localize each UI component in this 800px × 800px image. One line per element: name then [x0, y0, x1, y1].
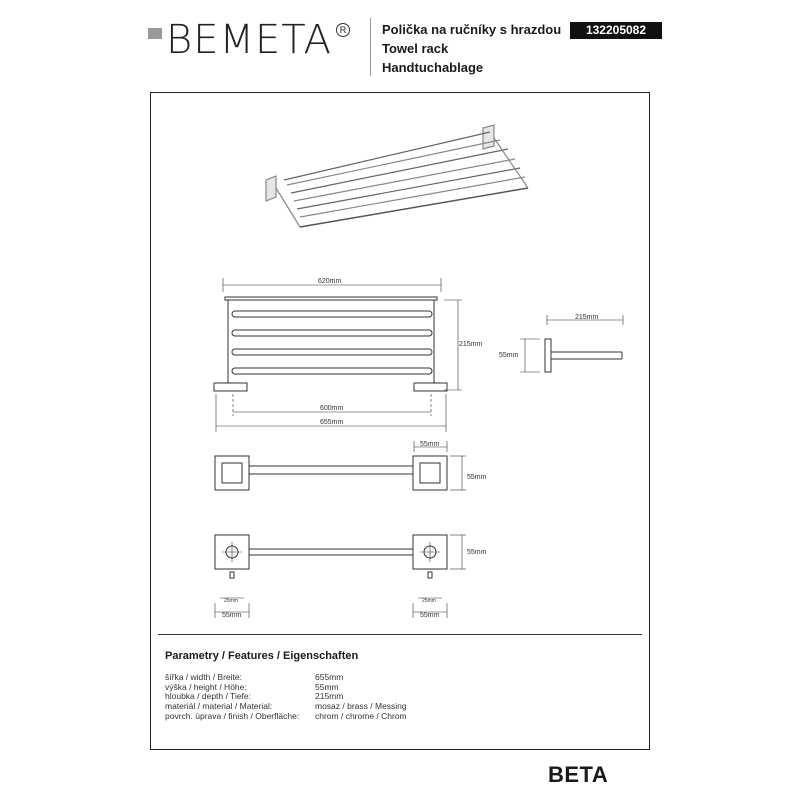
dim-620: 620mm: [318, 278, 342, 285]
product-photo: [266, 125, 528, 227]
dim-215-height: 215mm: [459, 341, 483, 348]
dim-55-right: 55mm: [467, 474, 487, 481]
dim-55-left: 55mm: [222, 612, 242, 619]
spec-title: Parametry / Features / Eigenschaften: [165, 650, 359, 662]
dim-215-side: 215mm: [575, 314, 599, 321]
spec-key: materiál / material / Material:: [165, 701, 273, 712]
spec-key: hloubka / depth / Tiefe:: [165, 691, 252, 702]
spec-value: chrom / chrome / Chrom: [315, 710, 407, 721]
dim-55-top: 55mm: [420, 441, 440, 448]
dim-55-right-bottom: 55mm: [420, 612, 440, 619]
dim-25-left: 25mm: [224, 598, 238, 604]
dim-600: 600mm: [320, 405, 344, 412]
spec-key: šířka / width / Breite:: [165, 672, 242, 682]
product-name: BETA: [548, 762, 609, 787]
spec-table: [165, 673, 407, 722]
spec-value: 215mm: [315, 691, 344, 702]
title-de: Handtuchablage: [382, 60, 484, 75]
spec-value: mosaz / brass / Messing: [315, 701, 407, 712]
spec-value: 655mm: [315, 672, 344, 682]
title-cz: Polička na ručníky s hrazdou: [382, 22, 562, 37]
dim-655: 655mm: [320, 419, 344, 426]
top-view: [215, 441, 466, 490]
dim-25-right: 25mm: [422, 598, 436, 604]
spec-row: [165, 712, 407, 722]
spec-key: výška / height / Höhe:: [165, 681, 247, 692]
product-code: 132205082: [570, 22, 662, 39]
spec-key: povrch. úprava / finish / Oberfläche:: [165, 710, 300, 721]
title-en: Towel rack: [382, 41, 449, 56]
dim-55-side: 55mm: [499, 352, 519, 359]
logo-text: BEMETA: [166, 17, 332, 63]
registered-mark: R: [336, 23, 350, 37]
dim-55-right-2: 55mm: [467, 549, 487, 556]
spec-value: 55mm: [315, 681, 339, 692]
mount-view: [215, 535, 466, 618]
side-view: [520, 315, 623, 372]
